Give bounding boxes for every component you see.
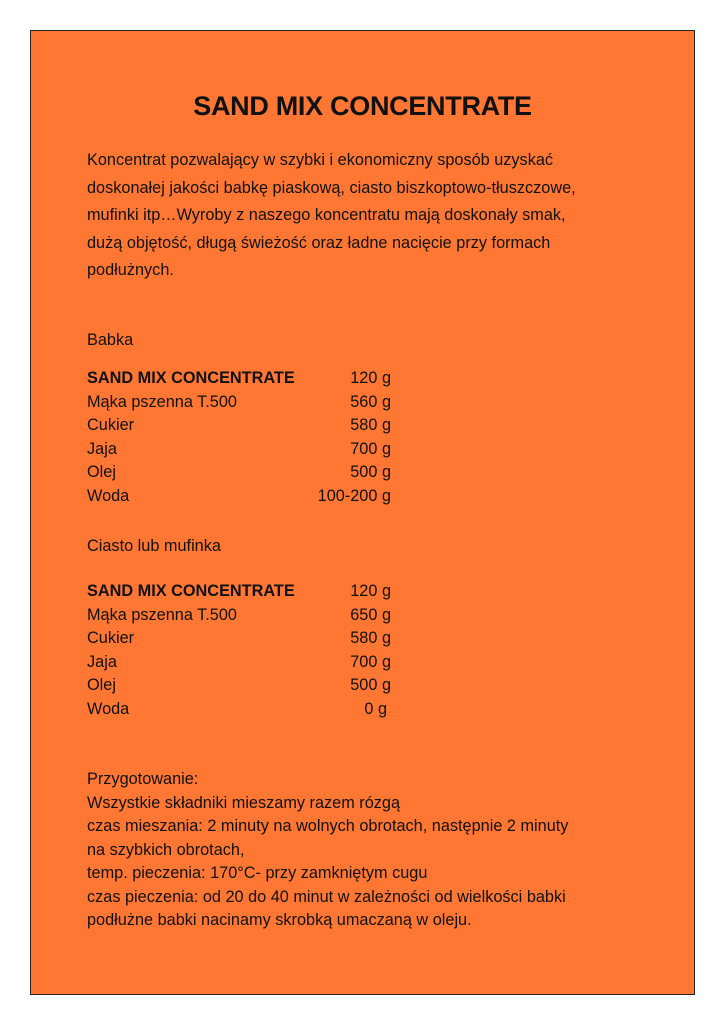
document-page (30, 30, 695, 995)
ingredient-row (87, 414, 391, 438)
ingredient-amount: 560 g (350, 392, 391, 411)
ingredient-name: Mąka pszenna T.500 (87, 392, 237, 411)
ingredient-row (87, 604, 391, 628)
ingredient-name: Mąka pszenna T.500 (87, 605, 237, 624)
ingredient-name: Woda (87, 699, 130, 718)
ingredient-amount: 580 g (350, 416, 391, 434)
recipe-heading-ciasto: Ciasto lub mufinka (87, 537, 221, 555)
recipe-heading-babka: Babka (87, 331, 134, 349)
ingredient-row (87, 461, 391, 485)
ingredient-amount: 120 g (350, 582, 391, 600)
ingredient-amount: 100-200 g (317, 486, 391, 505)
ingredient-amount: 500 g (350, 676, 391, 694)
ingredient-name: Olej (87, 676, 116, 694)
ingredient-name: Jaja (87, 439, 117, 458)
ingredient-amount: 500 g (350, 463, 391, 481)
ingredient-row (87, 391, 391, 415)
preparation-heading: Przygotowanie: (87, 770, 199, 788)
ingredient-row (87, 485, 391, 509)
ingredient-amount: 0 g (364, 699, 387, 718)
intro-line: mufinki itp…Wyroby z naszego koncentratu mają doskonały smak, (87, 206, 566, 224)
ingredient-list-babka (87, 367, 391, 508)
preparation-line: czas pieczenia: od 20 do 40 minut w zależności od wielkości babki (87, 887, 566, 906)
ingredient-row (87, 438, 391, 462)
ingredient-row (87, 651, 391, 675)
ingredient-row (87, 698, 391, 722)
ingredient-name: Cukier (87, 629, 135, 647)
ingredient-name: SAND MIX CONCENTRATE (87, 369, 295, 387)
ingredient-amount: 120 g (350, 369, 391, 387)
ingredient-row (87, 367, 391, 391)
intro-line: doskonałej jakości babkę piaskową, ciasto biszkoptowo-tłuszczowe, (87, 178, 576, 197)
ingredient-list-ciasto (87, 580, 391, 721)
ingredient-name: SAND MIX CONCENTRATE (87, 582, 295, 600)
ingredient-row (87, 627, 391, 651)
ingredient-amount: 580 g (350, 629, 391, 647)
ingredient-name: Olej (87, 463, 116, 481)
intro-line: dużą objętość, długą świeżość oraz ładne nacięcie przy formach (87, 233, 551, 252)
page-title: SAND MIX CONCENTRATE (193, 91, 532, 121)
preparation-line: podłużne babki nacinamy skrobką umaczaną w oleju. (87, 911, 472, 929)
preparation-line: na szybkich obrotach, (87, 840, 245, 859)
ingredient-name: Woda (87, 486, 130, 505)
ingredient-name: Cukier (87, 416, 135, 434)
ingredient-row (87, 580, 391, 604)
preparation-line: Wszystkie składniki mieszamy razem rózgą (87, 793, 401, 812)
intro-paragraph (87, 147, 647, 285)
intro-line: podłużnych. (87, 261, 174, 279)
preparation-section (87, 768, 647, 933)
intro-line: Koncentrat pozwalający w szybki i ekonomiczny sposób uzyskać (87, 151, 554, 169)
ingredient-amount: 700 g (350, 439, 391, 458)
ingredient-name: Jaja (87, 652, 117, 671)
preparation-line: czas mieszania: 2 minuty na wolnych obrotach, następnie 2 minuty (87, 817, 569, 835)
preparation-line: temp. pieczenia: 170°C- przy zamkniętym cugu (87, 864, 428, 882)
ingredient-amount: 700 g (350, 652, 391, 671)
ingredient-row (87, 674, 391, 698)
ingredient-amount: 650 g (350, 605, 391, 624)
